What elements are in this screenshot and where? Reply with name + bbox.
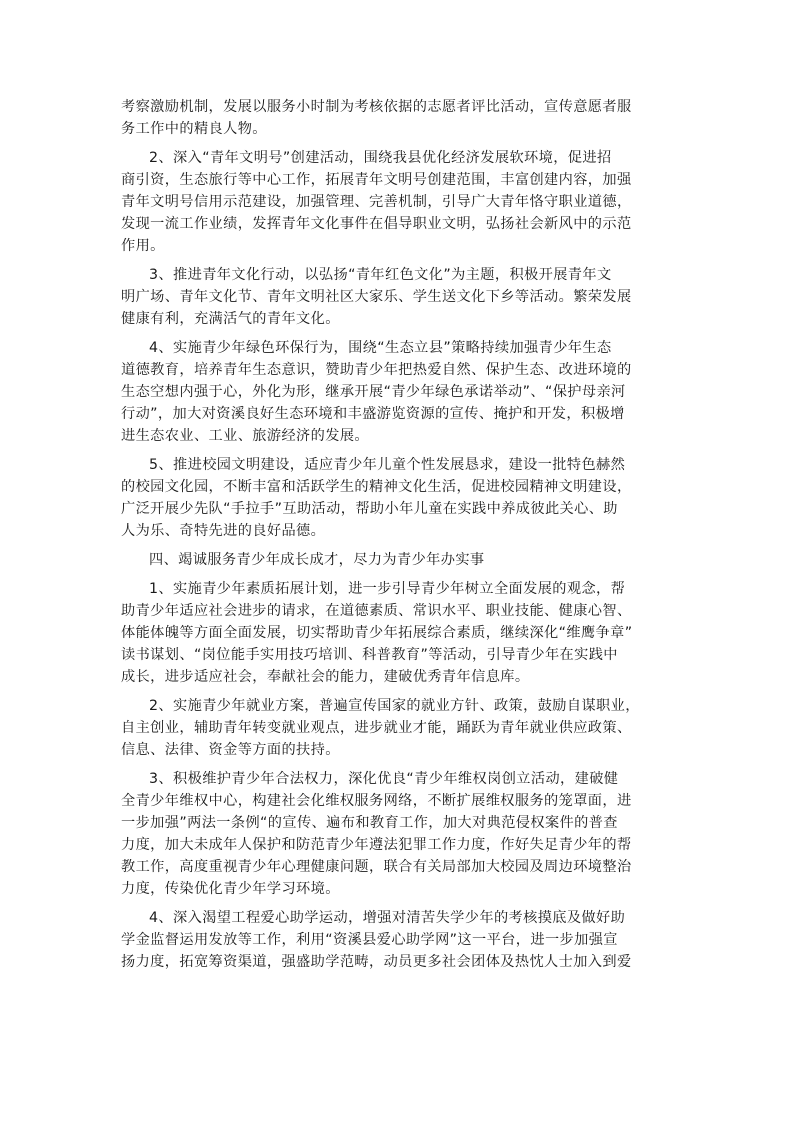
paragraph-item-2-youth-civilization: 2、深入“青年文明号”创建活动，围绕我县优化经济发展软环境，促进招 商引资，生态旅行等中心工作，拓展青年文明号创建范围，丰富创建内容，加强 青年文明号信用示范建设，加强管理、完善机制，引导广大青年恪守职业道德， 发现一流工作业绩，发挥青年文化事件在倡导职业文明，弘扬社会新风中的示范 作用。 (121, 150, 632, 254)
paragraph-item-2-employment: 2、实施青少年就业方案，普遍宣传国家的就业方针、政策，鼓励自谋职业， 自主创业，辅助青年转变就业观点，进步就业才能，踊跃为青年就业供应政策、 信息、法律、资金等方面的扶持。 (121, 698, 640, 758)
paragraph-item-1-quality-expansion: 1、实施青少年素质拓展计划，进一步引导青少年树立全面发展的观念，帮 助青少年适应社会进步的请求，在道德素质、常识水平、职业技能、健康心智、 体能体魄等方面全面发展，切实帮助青少年拓展综合素质，继续深化“维鹰争章” 读书谋划、“岗位能手实用技巧培训、科普教育”等活动，引导青少年在实践中 成长，进步适应社会，奉献社会的能力，建破优秀青年信息库。 (121, 581, 633, 685)
paragraph-item-4-green-environment: 4、实施青少年绿色环保行为，围绕“生态立县”策略持续加强青少年生态 道德教育，培养青年生态意识，赞助青少年把热爱自然、保护生态、改进环境的 生态空想内强于心，外化为形，继承开展“青少年绿色承诺举动”、“保护母亲河 行动”，加大对资溪良好生态环境和丰盛游览资源的宣传、掩护和开发，积极增 进生态农业、工业、旅游经济的发展。 (121, 340, 632, 444)
section-heading-4: 四、竭诚服务青少年成长成才，尽力为青少年办实事 (149, 552, 485, 568)
document-page (121, 96, 681, 980)
paragraph-item-3-rights-protection: 3、积极维护青少年合法权力，深化优良“青少年维权岗创立活动，建破健 全青少年维权中心，构建社会化维权服务网络，不断扩展维权服务的笼罩面，进 一步加强”两法一条例“的宣传、遍布和教育工作，加大对典范侵权案件的普查 力度，加大未成年人保护和防范青少年遵法犯罪工作力度，作好失足青少年的帮 教工作，高度重视青少年心理健康问题，联合有关局部加大校园及周边环境整治 力度，传染优化青少年学习环境。 (121, 771, 632, 897)
paragraph-item-3-youth-culture: 3、推进青年文化行动，以弘扬“青年红色文化”为主题，积极开展青年文 明广场、青年文化节、青年文明社区大家乐、学生送文化下乡等活动。繁荣发展 健康有利，充满活气的青年文化。 (121, 267, 632, 327)
paragraph-item-4-hope-project: 4、深入渴望工程爱心助学运动，增强对清苦失学少年的考核摸底及做好助 学金监督运用发放等工作，利用“资溪县爱心助学网”这一平台，进一步加强宣 扬力度，拓宽筹资渠道，强盛助学范畴，动员更多社会团体及热忱人士加入到爱 (121, 910, 632, 970)
paragraph-item-5-campus-civilization: 5、推进校园文明建设，适应青少年儿童个性发展恳求，建设一批特色赫然 的校园文化园，不断丰富和活跃学生的精神文化生活，促进校园精神文明建设， 广泛开展少先队“手拉手”互助活动，帮助小年儿童在实践中养成彼此关心、助 人为乐、奇特先进的良好品德。 (121, 457, 632, 539)
paragraph-continuation: 考察激励机制，发展以服务小时制为考核依据的志愿者评比活动，宣传意愿者服 务工作中的精良人物。 (121, 99, 632, 137)
